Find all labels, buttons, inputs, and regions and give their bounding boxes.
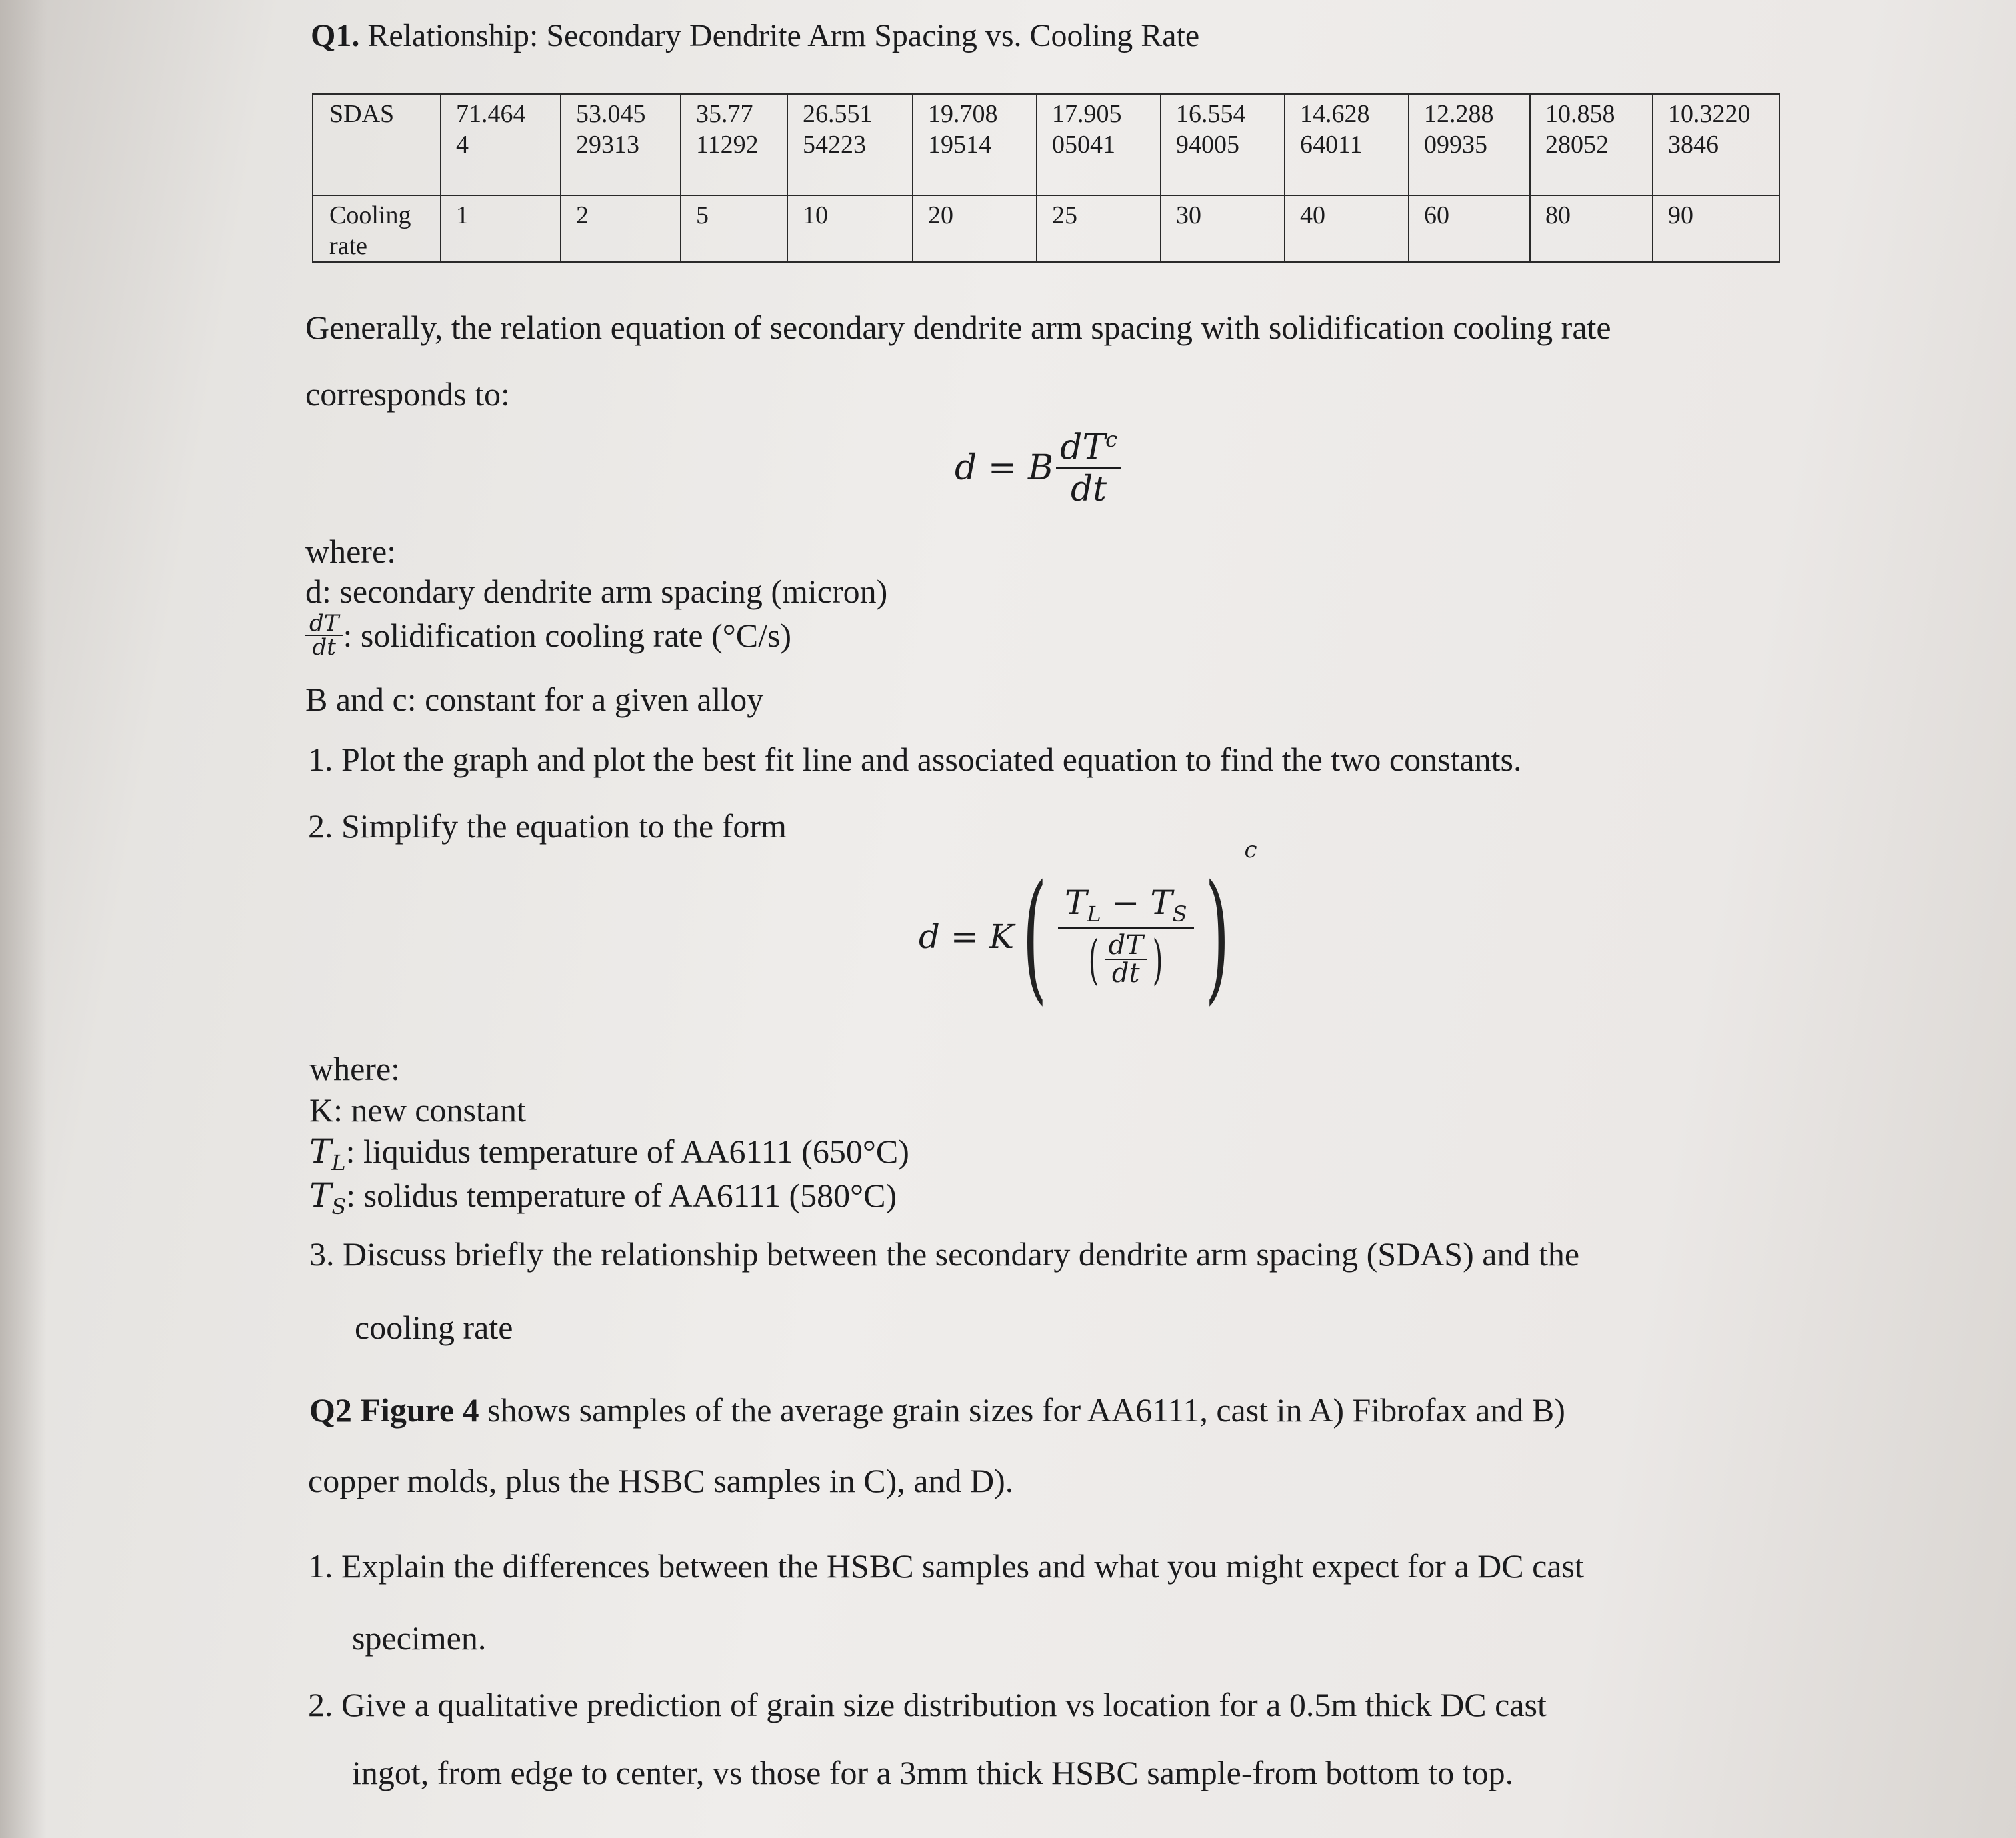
sdas-cell: 53.045 29313 — [561, 94, 681, 195]
cooling-cell: 20 — [913, 195, 1037, 262]
cooling-cell: 80 — [1530, 195, 1653, 262]
def-bc: B and c: constant for a given alloy — [305, 681, 764, 718]
equation-1 — [955, 427, 1121, 509]
sdas-table — [312, 93, 1780, 263]
cooling-cell: 10 — [787, 195, 913, 262]
sdas-header: SDAS — [313, 94, 441, 195]
where-label-2: where: — [309, 1050, 401, 1087]
def-cooling-rate: $\frac{dT}{dt}$ : solidification cooling rate (°C/s) — [305, 612, 791, 659]
cooling-cell: 1 — [441, 195, 561, 262]
q1-title — [311, 17, 1199, 54]
def-d: d: secondary dendrite arm spacing (micron) — [305, 573, 888, 610]
cooling-cell: 30 — [1161, 195, 1285, 262]
sdas-cell: 35.77 11292 — [681, 94, 787, 195]
sdas-cell: 19.708 19514 — [913, 94, 1037, 195]
def-tl: $T_L$: liquidus temperature of AA6111 (650°C) — [309, 1132, 909, 1175]
cooling-cell: 40 — [1285, 195, 1409, 262]
right-paren: ) — [1205, 855, 1229, 1018]
q2-task-1-cont: specimen. — [352, 1619, 487, 1657]
cooling-rate-header: Cooling rate — [313, 195, 441, 262]
q2-task-2: 2. Give a qualitative prediction of grain size distribution vs location for a 0.5m thick DC cast — [308, 1686, 1547, 1723]
cooling-cell: 2 — [561, 195, 681, 262]
left-paren: ( — [1022, 855, 1047, 1018]
q2-task-2-cont: ingot, from edge to center, vs those for a 3mm thick HSBC sample-from bottom to top. — [352, 1754, 1514, 1791]
q1-task-3: 3. Discuss briefly the relationship between the secondary dendrite arm spacing (SDAS) and the — [309, 1235, 1580, 1273]
q2-intro-line-1: Q2 Figure 4 shows samples of the average grain sizes for AA6111, cast in A) Fibrofax and B) — [309, 1391, 1565, 1429]
def-k: K: new constant — [309, 1091, 526, 1129]
intro-line-2: corresponds to: — [305, 375, 510, 413]
cooling-cell: 60 — [1409, 195, 1530, 262]
sdas-cell: 10.3220 3846 — [1653, 94, 1779, 195]
eq2-fraction: $T_L - T_S$ ( $\frac{dT}{dt}$ ) — [1058, 883, 1194, 991]
q1-task-2: 2. Simplify the equation to the form — [308, 807, 787, 845]
sdas-cell: 16.554 94005 — [1161, 94, 1285, 195]
paper-left-shadow — [0, 0, 47, 1838]
q2-intro-line-2: copper molds, plus the HSBC samples in C), and D). — [308, 1462, 1014, 1499]
eq2-exponent: c — [1244, 837, 1257, 863]
q1-task-3-cont: cooling rate — [355, 1309, 513, 1346]
sdas-row — [313, 94, 1779, 195]
sdas-cell: 17.905 05041 — [1037, 94, 1161, 195]
where-label-1: where: — [305, 533, 397, 570]
q1-task-1: 1. Plot the graph and plot the best fit line and associated equation to find the two constants. — [308, 741, 1522, 778]
q2-task-1: 1. Explain the differences between the HSBC samples and what you might expect for a DC cast — [308, 1547, 1584, 1585]
cooling-rate-row — [313, 195, 1779, 262]
equation-2 — [919, 837, 1257, 1018]
cooling-cell: 5 — [681, 195, 787, 262]
q2-label: Q2 Figure 4 — [309, 1391, 479, 1429]
cooling-cell: 90 — [1653, 195, 1779, 262]
dT-dt-fraction: $\frac{dT}{dt}$ — [305, 612, 343, 659]
eq1-fraction: $\frac{dT^c}{dt}$ — [1056, 427, 1121, 509]
eq2-lhs: d = K — [919, 917, 1015, 956]
sdas-cell: 71.464 4 — [441, 94, 561, 195]
def-ts: $T_S$: solidus temperature of AA6111 (580°C) — [309, 1176, 897, 1219]
sdas-cell: 26.551 54223 — [787, 94, 913, 195]
intro-line-1: Generally, the relation equation of secondary dendrite arm spacing with solidification cooling rate — [305, 309, 1611, 346]
sdas-cell: 14.628 64011 — [1285, 94, 1409, 195]
cooling-cell: 25 — [1037, 195, 1161, 262]
sdas-cell: 12.288 09935 — [1409, 94, 1530, 195]
q1-title-text: Relationship: Secondary Dendrite Arm Spacing vs. Cooling Rate — [359, 18, 1200, 53]
sdas-cell: 10.858 28052 — [1530, 94, 1653, 195]
eq1-lhs: d = B — [955, 448, 1054, 489]
q1-label: Q1. — [311, 18, 360, 53]
